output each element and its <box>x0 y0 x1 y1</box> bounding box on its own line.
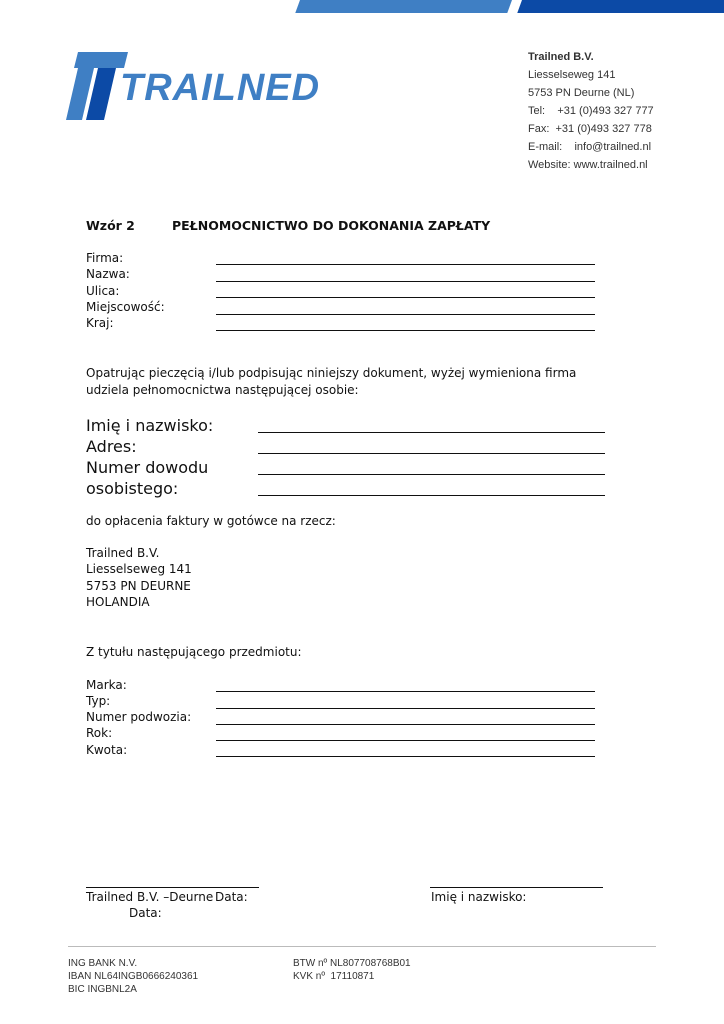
company-name: Trailned B.V. <box>528 51 594 63</box>
field-line-firma[interactable] <box>216 264 595 265</box>
field-label-numer-podwozia: Numer podwozia: <box>86 710 192 724</box>
svg-text:TRAILNED: TRAILNED <box>120 67 321 109</box>
field-label-nazwa: Nazwa: <box>86 267 130 281</box>
company-fax: Fax: +31 (0)493 327 778 <box>528 123 652 135</box>
signature-line-left[interactable] <box>86 887 259 888</box>
field-line-adres[interactable] <box>258 453 605 454</box>
field-line-numer-dowodu[interactable] <box>258 474 605 475</box>
footer-bank <box>68 957 198 996</box>
company-info <box>528 48 654 174</box>
field-label-marka: Marka: <box>86 678 127 692</box>
trailned-logo <box>64 48 336 124</box>
signature-left-label: Trailned B.V. –Deurne <box>86 890 214 904</box>
signature-left-date: Data: <box>215 890 248 904</box>
field-label-rok: Rok: <box>86 726 113 740</box>
field-line-rok[interactable] <box>216 740 595 741</box>
document-title: PEŁNOMOCNICTWO DO DOKONANIA ZAPŁATY <box>172 218 491 233</box>
field-line-kwota[interactable] <box>216 756 595 757</box>
field-line-numer-podwozia[interactable] <box>216 724 595 725</box>
field-line-typ[interactable] <box>216 708 595 709</box>
btw-number: BTW nº NL807708768B01 <box>293 958 411 969</box>
form-number: Wzór 2 <box>86 218 135 233</box>
intro-paragraph: Opatrując pieczęcią i/lub podpisując niniejszy dokument, wyżej wymieniona firma udziela pełnomocnictwa następującej osobie: <box>86 366 577 397</box>
company-street: Liesselseweg 141 <box>528 69 616 81</box>
company-email: E-mail: info@trailned.nl <box>528 141 652 153</box>
recipient-line: HOLANDIA <box>86 595 150 609</box>
signature-left-date-2: Data: <box>129 906 162 920</box>
field-line-kraj[interactable] <box>216 330 595 331</box>
field-label-kraj: Kraj: <box>86 316 114 330</box>
field-label-imie-nazwisko: Imię i nazwisko: <box>86 416 214 435</box>
recipient-line: Liesselseweg 141 <box>86 562 192 576</box>
field-label-kwota: Kwota: <box>86 743 128 757</box>
field-line-osobistego[interactable] <box>258 495 605 496</box>
field-label-adres: Adres: <box>86 437 137 456</box>
footer-divider <box>68 946 656 947</box>
field-label-firma: Firma: <box>86 251 124 265</box>
company-website: Website: www.trailned.nl <box>528 159 648 171</box>
field-line-imie-nazwisko[interactable] <box>258 432 605 433</box>
signature-line-right[interactable] <box>430 887 603 888</box>
subject-heading: Z tytułu następującego przedmiotu: <box>86 645 302 659</box>
field-label-osobistego: osobistego: <box>86 479 179 498</box>
kvk-number: KVK nº 17110871 <box>293 971 375 982</box>
field-line-miejscowosc[interactable] <box>216 314 595 315</box>
field-line-nazwa[interactable] <box>216 281 595 282</box>
bank-name: ING BANK N.V. <box>68 958 138 969</box>
purpose-text: do opłacenia faktury w gotówce na rzecz: <box>86 514 336 528</box>
header-bar-light <box>295 0 512 13</box>
company-tel: Tel: +31 (0)493 327 777 <box>528 105 654 117</box>
footer-tax <box>293 957 411 983</box>
field-label-ulica: Ulica: <box>86 284 120 298</box>
bank-bic: BIC INGBNL2A <box>68 984 137 995</box>
recipient-line: Trailned B.V. <box>86 546 160 560</box>
field-label-numer-dowodu: Numer dowodu <box>86 458 209 477</box>
field-label-typ: Typ: <box>86 694 111 708</box>
signature-right-label: Imię i nazwisko: <box>431 890 527 904</box>
recipient-line: 5753 PN DEURNE <box>86 579 191 593</box>
company-city: 5753 PN Deurne (NL) <box>528 87 635 99</box>
bank-iban: IBAN NL64INGB0666240361 <box>68 971 199 982</box>
field-line-marka[interactable] <box>216 691 595 692</box>
field-label-miejscowosc: Miejscowość: <box>86 300 165 314</box>
header-bar-dark <box>517 0 724 13</box>
field-line-ulica[interactable] <box>216 297 595 298</box>
